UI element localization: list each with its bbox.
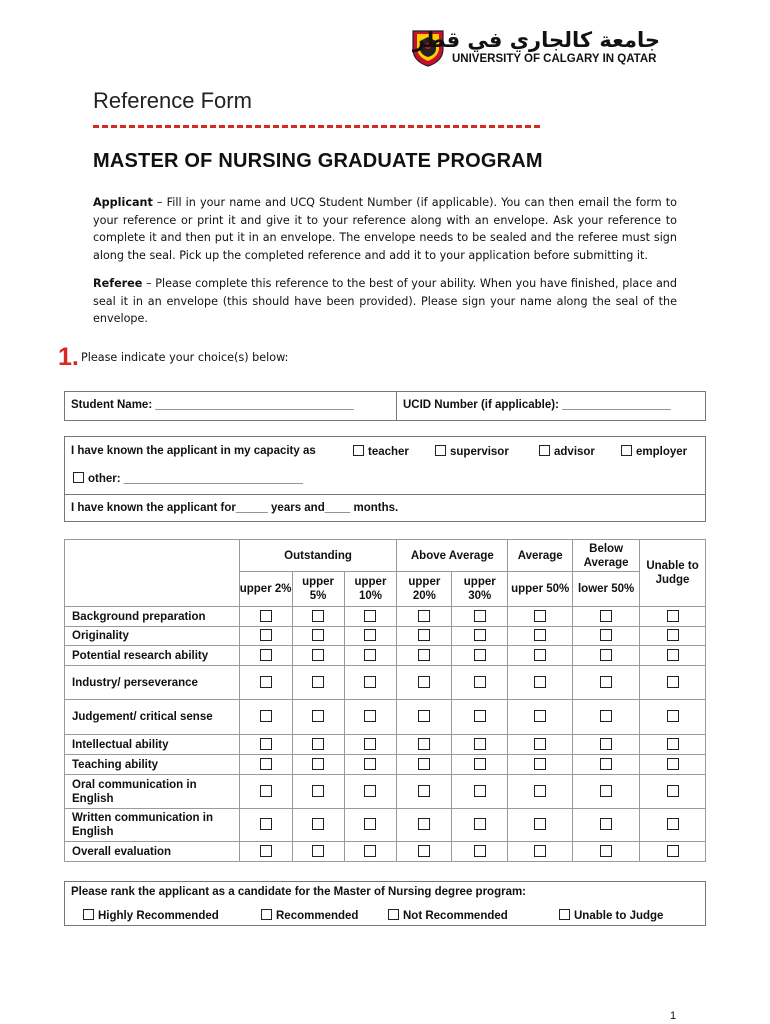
- rating-checkbox[interactable]: [600, 629, 612, 641]
- rating-checkbox[interactable]: [312, 629, 324, 641]
- rating-cell: [573, 842, 640, 862]
- rating-cell: [344, 627, 397, 646]
- rating-cell: [508, 607, 573, 627]
- rating-checkbox[interactable]: [534, 845, 546, 857]
- rating-cell: [452, 735, 508, 755]
- criterion-label: Overall evaluation: [65, 842, 240, 862]
- rating-checkbox[interactable]: [418, 785, 430, 797]
- rating-cell: [452, 842, 508, 862]
- rating-cell: [452, 607, 508, 627]
- rating-checkbox[interactable]: [418, 629, 430, 641]
- rating-checkbox[interactable]: [260, 845, 272, 857]
- known-duration-field[interactable]: I have known the applicant for_____ years and____ months.: [71, 502, 399, 514]
- rating-checkbox[interactable]: [534, 649, 546, 661]
- rating-cell: [239, 809, 292, 842]
- rating-cell: [292, 809, 344, 842]
- ranking-box: [64, 881, 706, 926]
- rating-checkbox[interactable]: [364, 818, 376, 830]
- rating-checkbox[interactable]: [667, 610, 679, 622]
- capacity-prompt: I have known the applicant in my capacity as: [71, 445, 316, 457]
- ranking-prompt: Please rank the applicant as a candidate for the Master of Nursing degree program:: [71, 886, 527, 898]
- rating-cell: [640, 735, 706, 755]
- table-row: [65, 607, 706, 627]
- criterion-label: Background preparation: [65, 607, 240, 627]
- rating-checkbox[interactable]: [534, 738, 546, 750]
- rating-cell: [452, 775, 508, 809]
- rating-cell: [508, 842, 573, 862]
- student-name-field[interactable]: Student Name: _______________________________: [71, 399, 354, 411]
- rating-cell: [292, 646, 344, 666]
- ranking-option-not-recommended[interactable]: [388, 909, 508, 922]
- rating-checkbox[interactable]: [418, 738, 430, 750]
- table-row: [65, 627, 706, 646]
- rating-cell: [573, 700, 640, 735]
- rating-cell: [640, 666, 706, 700]
- rating-checkbox[interactable]: [364, 785, 376, 797]
- rating-checkbox[interactable]: [667, 845, 679, 857]
- rating-checkbox[interactable]: [534, 818, 546, 830]
- rating-checkbox[interactable]: [474, 629, 486, 641]
- rating-cell: [344, 842, 397, 862]
- rating-checkbox[interactable]: [418, 758, 430, 770]
- rating-cell: [292, 666, 344, 700]
- rating-cell: [292, 842, 344, 862]
- criterion-label: Industry/ perseverance: [65, 666, 240, 700]
- ucid-number-field[interactable]: UCID Number (if applicable): _________________: [403, 399, 671, 411]
- rating-cell: [573, 607, 640, 627]
- rating-checkbox[interactable]: [600, 610, 612, 622]
- rating-cell: [508, 755, 573, 775]
- rating-cell: [239, 735, 292, 755]
- criterion-label: Intellectual ability: [65, 735, 240, 755]
- rating-cell: [640, 607, 706, 627]
- university-name: UNIVERSITY OF CALGARY IN QATAR: [452, 53, 657, 65]
- rating-cell: [573, 775, 640, 809]
- applicant-label: Applicant: [93, 196, 153, 209]
- rating-checkbox[interactable]: [600, 818, 612, 830]
- form-title: Reference Form: [93, 88, 252, 113]
- rating-checkbox[interactable]: [474, 845, 486, 857]
- criterion-label: Potential research ability: [65, 646, 240, 666]
- rating-checkbox[interactable]: [260, 610, 272, 622]
- subheader-upper-30: upper 30%: [452, 572, 508, 607]
- subheader-upper-2: upper 2%: [239, 572, 292, 607]
- rating-checkbox[interactable]: [260, 710, 272, 722]
- rating-checkbox[interactable]: [667, 629, 679, 641]
- applicant-instructions: [93, 194, 677, 264]
- rating-cell: [640, 755, 706, 775]
- capacity-option-label: supervisor: [450, 446, 509, 458]
- table-row: [65, 809, 706, 842]
- rating-checkbox[interactable]: [600, 649, 612, 661]
- rating-cell: [397, 627, 452, 646]
- rating-cell: [640, 775, 706, 809]
- rating-cell: [640, 700, 706, 735]
- rating-checkbox[interactable]: [260, 676, 272, 688]
- title-divider: [93, 125, 540, 128]
- capacity-option-label: advisor: [554, 446, 595, 458]
- rating-cell: [640, 809, 706, 842]
- group-unable-to-judge: Unable to Judge: [640, 540, 706, 607]
- table-row: [65, 700, 706, 735]
- rating-checkbox[interactable]: [600, 710, 612, 722]
- rating-cell: [397, 755, 452, 775]
- ranking-option-label: Highly Recommended: [98, 910, 219, 922]
- rating-cell: [292, 735, 344, 755]
- rating-cell: [397, 666, 452, 700]
- rating-cell: [292, 755, 344, 775]
- group-above-average: Above Average: [397, 540, 508, 572]
- group-below-average: Below Average: [573, 540, 640, 572]
- page-number: 1: [670, 1010, 677, 1022]
- capacity-option-supervisor[interactable]: [435, 445, 509, 458]
- rating-checkbox[interactable]: [418, 610, 430, 622]
- rating-checkbox[interactable]: [600, 845, 612, 857]
- rating-checkbox[interactable]: [312, 738, 324, 750]
- rating-checkbox[interactable]: [474, 738, 486, 750]
- applicant-text: – Fill in your name and UCQ Student Number (if applicable). You can then email the form to your reference or print it and give it to your reference along with an envelope. Ask your reference to complete it and then put it in an envelope. The envelope needs to be sealed and the referee must sign along the seal. Pick up the completed reference and add it to your application before submitting it.: [93, 196, 677, 262]
- rating-checkbox[interactable]: [418, 710, 430, 722]
- student-info-divider: [396, 392, 397, 420]
- rating-checkbox[interactable]: [534, 710, 546, 722]
- rating-cell: [344, 775, 397, 809]
- rating-cell: [508, 735, 573, 755]
- rating-checkbox[interactable]: [534, 610, 546, 622]
- ranking-option-recommended[interactable]: [261, 909, 358, 922]
- rating-checkbox[interactable]: [364, 610, 376, 622]
- rating-checkbox[interactable]: [312, 845, 324, 857]
- rating-checkbox[interactable]: [474, 610, 486, 622]
- table-row: [65, 755, 706, 775]
- rating-cell: [508, 666, 573, 700]
- ranking-option-label: Unable to Judge: [574, 910, 664, 922]
- program-title: MASTER OF NURSING GRADUATE PROGRAM: [93, 150, 543, 172]
- rating-checkbox[interactable]: [667, 649, 679, 661]
- capacity-option-advisor[interactable]: [539, 445, 595, 458]
- rating-cell: [292, 607, 344, 627]
- rating-cell: [344, 666, 397, 700]
- rating-cell: [292, 700, 344, 735]
- referee-text: – Please complete this reference to the best of your ability. When you have finished, place and seal it in an envelope (this should have been provided). Please sign your name along the seal of the envelope.: [93, 277, 677, 325]
- ranking-option-label: Recommended: [276, 910, 359, 922]
- rating-cell: [508, 646, 573, 666]
- ranking-option-label: Not Recommended: [403, 910, 508, 922]
- rating-cell: [239, 627, 292, 646]
- rating-checkbox[interactable]: [600, 738, 612, 750]
- rating-checkbox[interactable]: [364, 758, 376, 770]
- rating-cell: [397, 842, 452, 862]
- rating-checkbox[interactable]: [260, 785, 272, 797]
- rating-checkbox[interactable]: [418, 818, 430, 830]
- rating-cell: [397, 735, 452, 755]
- referee-label: Referee: [93, 277, 143, 290]
- table-row: [65, 735, 706, 755]
- rating-cell: [344, 700, 397, 735]
- rating-cell: [508, 775, 573, 809]
- ranking-option-highly-recommended[interactable]: [83, 909, 219, 922]
- capacity-other-label: other: ____________________________: [88, 473, 303, 485]
- rating-cell: [397, 646, 452, 666]
- rating-checkbox[interactable]: [600, 785, 612, 797]
- rating-cell: [452, 755, 508, 775]
- capacity-option-employer[interactable]: [621, 445, 687, 458]
- rating-checkbox[interactable]: [364, 629, 376, 641]
- rating-cell: [397, 775, 452, 809]
- rating-checkbox[interactable]: [364, 649, 376, 661]
- rating-cell: [239, 666, 292, 700]
- rating-cell: [640, 842, 706, 862]
- rating-checkbox[interactable]: [474, 758, 486, 770]
- table-row: [65, 666, 706, 700]
- table-row: [65, 775, 706, 809]
- rating-cell: [292, 627, 344, 646]
- subheader-lower-50: lower 50%: [573, 572, 640, 607]
- rating-checkbox[interactable]: [312, 649, 324, 661]
- group-outstanding: Outstanding: [239, 540, 397, 572]
- checkbox[interactable]: [621, 445, 632, 456]
- subheader-upper-5: upper 5%: [292, 572, 344, 607]
- rating-checkbox[interactable]: [474, 710, 486, 722]
- rating-checkbox[interactable]: [667, 710, 679, 722]
- checkbox[interactable]: [353, 445, 364, 456]
- criterion-label: Oral communication in English: [65, 775, 240, 809]
- group-average: Average: [508, 540, 573, 572]
- rating-cell: [573, 627, 640, 646]
- rating-cell: [508, 627, 573, 646]
- capacity-option-other[interactable]: [73, 472, 303, 485]
- rating-checkbox[interactable]: [667, 738, 679, 750]
- rating-cell: [344, 735, 397, 755]
- rating-checkbox[interactable]: [312, 818, 324, 830]
- rating-cell: [344, 755, 397, 775]
- rating-cell: [452, 809, 508, 842]
- ranking-option-unable-to-judge[interactable]: [559, 909, 663, 922]
- rating-cell: [573, 646, 640, 666]
- rating-checkbox[interactable]: [418, 845, 430, 857]
- rating-table: [64, 539, 706, 862]
- rating-checkbox[interactable]: [600, 676, 612, 688]
- rating-cell: [344, 607, 397, 627]
- rating-checkbox[interactable]: [364, 710, 376, 722]
- subheader-upper-50: upper 50%: [508, 572, 573, 607]
- rating-checkbox[interactable]: [312, 758, 324, 770]
- capacity-option-teacher[interactable]: [353, 445, 409, 458]
- rating-checkbox[interactable]: [534, 785, 546, 797]
- rating-checkbox[interactable]: [474, 649, 486, 661]
- checkbox[interactable]: [261, 909, 272, 920]
- table-row: [65, 842, 706, 862]
- checkbox[interactable]: [539, 445, 550, 456]
- rating-cell: [452, 666, 508, 700]
- rating-cell: [573, 666, 640, 700]
- rating-cell: [573, 809, 640, 842]
- capacity-box: [64, 436, 706, 522]
- rating-checkbox[interactable]: [667, 785, 679, 797]
- rating-checkbox[interactable]: [474, 676, 486, 688]
- rating-cell: [239, 646, 292, 666]
- rating-cell: [292, 775, 344, 809]
- table-row: [65, 646, 706, 666]
- rating-cell: [508, 700, 573, 735]
- rating-checkbox[interactable]: [364, 738, 376, 750]
- rating-checkbox[interactable]: [312, 610, 324, 622]
- rating-cell: [452, 627, 508, 646]
- rating-checkbox[interactable]: [312, 676, 324, 688]
- rating-checkbox[interactable]: [534, 629, 546, 641]
- checkbox[interactable]: [388, 909, 399, 920]
- capacity-option-label: employer: [636, 446, 688, 458]
- rating-cell: [239, 755, 292, 775]
- criterion-label: Teaching ability: [65, 755, 240, 775]
- rating-checkbox[interactable]: [312, 785, 324, 797]
- section-number: 1.: [58, 343, 79, 371]
- rating-checkbox[interactable]: [312, 710, 324, 722]
- rating-checkbox[interactable]: [418, 676, 430, 688]
- university-arabic-name: جامعة كالجاري في قطر: [412, 28, 660, 52]
- checkbox[interactable]: [73, 472, 84, 483]
- subheader-upper-20: upper 20%: [397, 572, 452, 607]
- rating-checkbox[interactable]: [260, 629, 272, 641]
- criterion-label: Judgement/ critical sense: [65, 700, 240, 735]
- rating-cell: [640, 627, 706, 646]
- rating-header-blank: [65, 540, 240, 607]
- rating-cell: [640, 646, 706, 666]
- rating-cell: [239, 607, 292, 627]
- rating-checkbox[interactable]: [260, 758, 272, 770]
- rating-cell: [452, 646, 508, 666]
- capacity-divider: [65, 494, 705, 495]
- rating-body: [65, 607, 706, 862]
- rating-cell: [508, 809, 573, 842]
- rating-checkbox[interactable]: [474, 785, 486, 797]
- rating-checkbox[interactable]: [260, 738, 272, 750]
- choice-instruction: Please indicate your choice(s) below:: [81, 351, 289, 364]
- rating-cell: [344, 809, 397, 842]
- student-info-box: [64, 391, 706, 421]
- rating-checkbox[interactable]: [474, 818, 486, 830]
- rating-cell: [344, 646, 397, 666]
- rating-checkbox[interactable]: [667, 818, 679, 830]
- checkbox[interactable]: [83, 909, 94, 920]
- rating-checkbox[interactable]: [260, 649, 272, 661]
- rating-cell: [239, 700, 292, 735]
- rating-cell: [239, 775, 292, 809]
- rating-cell: [397, 700, 452, 735]
- rating-checkbox[interactable]: [260, 818, 272, 830]
- capacity-option-label: teacher: [368, 446, 409, 458]
- checkbox[interactable]: [435, 445, 446, 456]
- rating-cell: [397, 809, 452, 842]
- rating-checkbox[interactable]: [667, 758, 679, 770]
- rating-header-row: [65, 540, 706, 572]
- rating-checkbox[interactable]: [667, 676, 679, 688]
- rating-cell: [239, 842, 292, 862]
- checkbox[interactable]: [559, 909, 570, 920]
- rating-cell: [452, 700, 508, 735]
- rating-checkbox[interactable]: [364, 676, 376, 688]
- criterion-label: Originality: [65, 627, 240, 646]
- rating-checkbox[interactable]: [600, 758, 612, 770]
- referee-instructions: [93, 275, 677, 328]
- rating-cell: [397, 607, 452, 627]
- rating-checkbox[interactable]: [364, 845, 376, 857]
- rating-checkbox[interactable]: [534, 676, 546, 688]
- rating-cell: [573, 755, 640, 775]
- criterion-label: Written communication in English: [65, 809, 240, 842]
- rating-cell: [573, 735, 640, 755]
- rating-checkbox[interactable]: [418, 649, 430, 661]
- subheader-upper-10: upper 10%: [344, 572, 397, 607]
- rating-checkbox[interactable]: [534, 758, 546, 770]
